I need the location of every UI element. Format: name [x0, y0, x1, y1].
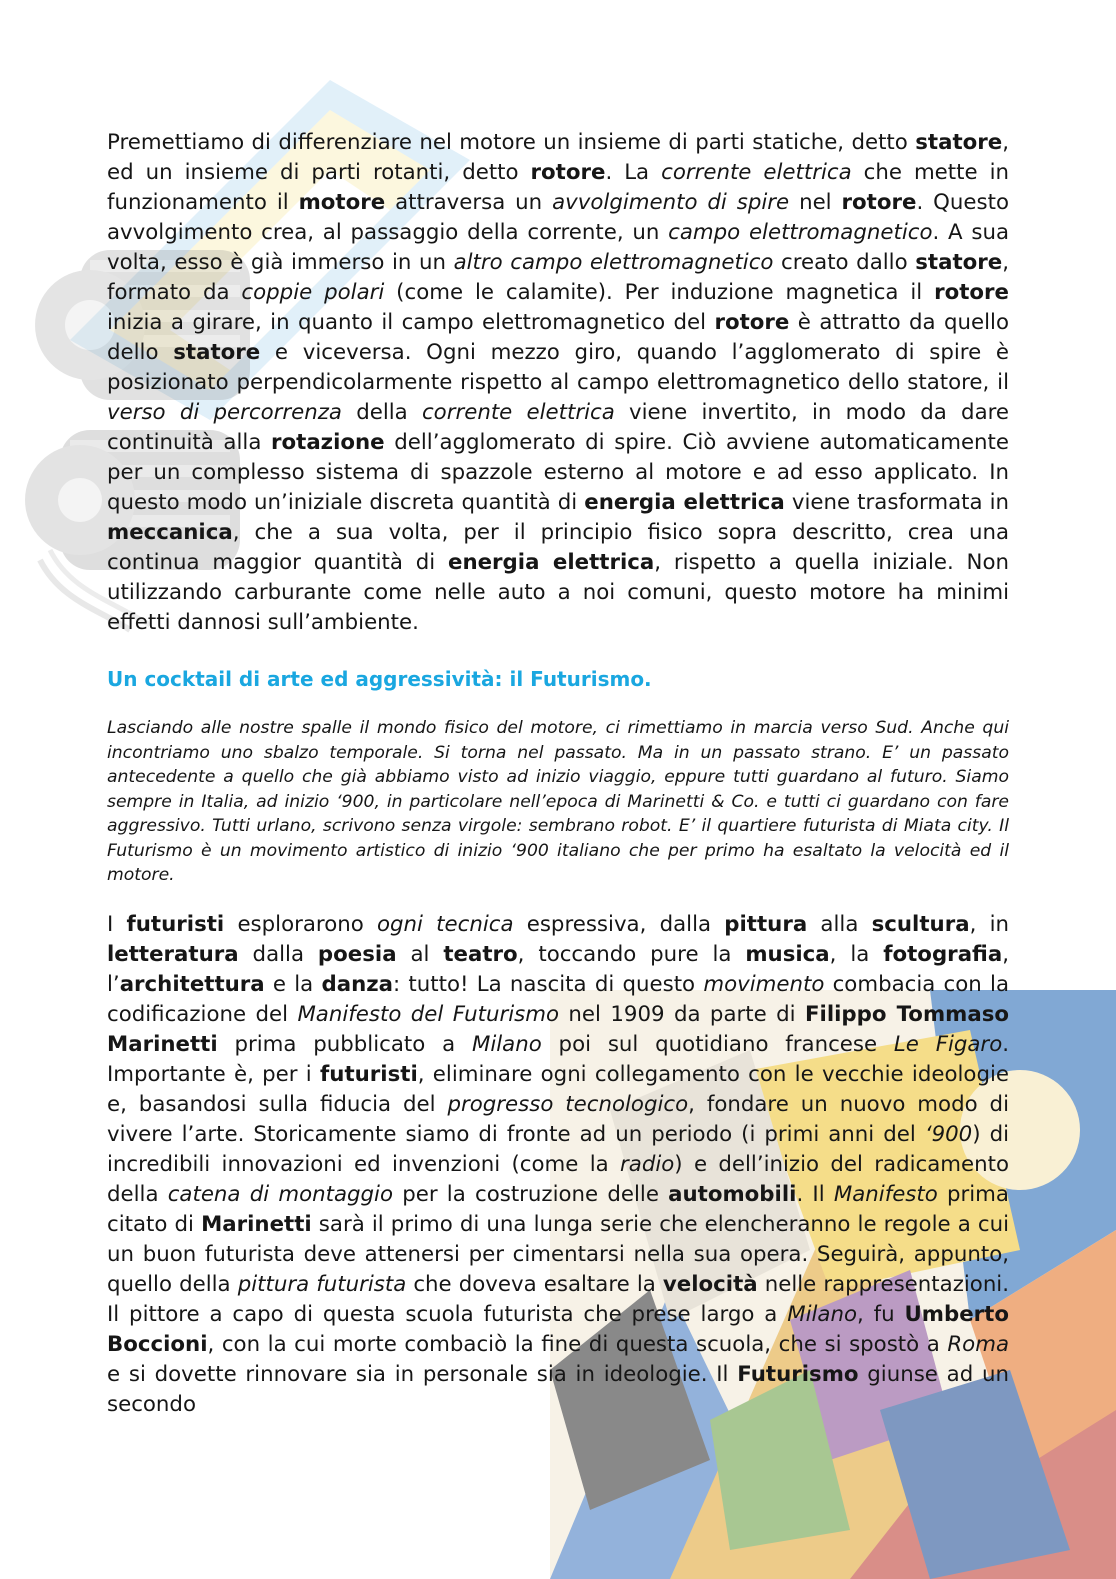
text-run: . La — [605, 160, 662, 185]
bold-term: automobili — [668, 1181, 797, 1207]
bold-term: Umberto Boccioni — [107, 1301, 1009, 1357]
italic-term: avvolgimento di spire — [552, 190, 790, 215]
text-run: . A sua volta, esso è già immerso in un — [107, 220, 1009, 275]
italic-term: Milano — [471, 1031, 542, 1057]
text-run: inizia a girare, in quanto il campo elettromagnetico del — [107, 310, 715, 335]
text-run: , formato da — [107, 250, 1009, 305]
text-run: ) di incredibili innovazioni ed invenzioni (come la — [107, 1121, 1010, 1177]
text-run: al — [396, 941, 444, 967]
text-run: nelle rappresentazioni. Il pittore a capo di questa scuola futurista che prese largo a — [107, 1271, 1009, 1327]
text-run: e viceversa. Ogni mezzo giro, quando l’agglomerato di spire è posizionato perpendicolarmente rispetto al campo elettromagnetico dello statore, il — [107, 340, 1009, 395]
text-run: , la — [829, 941, 884, 967]
bold-term: Filippo Tommaso Marinetti — [107, 1001, 1010, 1057]
text-run: prima citato di — [107, 1181, 1009, 1237]
bold-term: pittura — [724, 911, 808, 937]
italic-term: corrente elettrica — [661, 160, 852, 185]
bold-term: velocità — [662, 1271, 758, 1297]
italic-term: Roma — [947, 1331, 1009, 1357]
bold-term: teatro — [443, 941, 518, 967]
bold-term: futuristi — [126, 911, 225, 937]
bold-term: architettura — [119, 971, 265, 997]
text-run: nel 1909 da parte di — [559, 1001, 805, 1027]
italic-term: altro campo elettromagnetico — [453, 250, 774, 275]
section-heading: Un cocktail di arte ed aggressività: il Futurismo. — [107, 667, 652, 691]
text-run: , l’ — [107, 941, 1009, 997]
bold-term: rotore — [841, 190, 917, 215]
italic-term: catena di montaggio — [167, 1181, 393, 1207]
italic-term: ogni tecnica — [376, 911, 514, 937]
italic-term: Manifesto del Futurismo — [297, 1001, 559, 1027]
italic-term: corrente elettrica — [421, 400, 615, 425]
bold-term: danza — [321, 971, 393, 997]
bold-term: statore — [915, 130, 1003, 155]
bold-term: Marinetti — [201, 1211, 312, 1237]
text-run: , rispetto a quella iniziale. Non utilizzando carburante come nelle auto a noi comuni, questo motore ha minimi effetti dannosi sull’ambiente. — [107, 550, 1009, 635]
bold-term: rotore — [934, 280, 1009, 305]
text-run: : tutto! La nascita di questo — [393, 971, 704, 997]
document-page — [107, 128, 1009, 1420]
bold-term: meccanica — [107, 520, 233, 545]
text-run: prima pubblicato a — [217, 1031, 472, 1057]
bold-term: statore — [915, 250, 1003, 275]
text-run: viene invertito, in modo da dare continuità alla — [107, 400, 1010, 455]
text-run: . Questo avvolgimento crea, al passaggio della corrente, un — [107, 190, 1009, 245]
italic-term: ‘900 — [924, 1121, 973, 1147]
text-run: e la — [264, 971, 322, 997]
italic-term: coppie polari — [241, 280, 385, 305]
italic-term: pittura futurista — [237, 1271, 407, 1297]
text-run: , con la cui morte combaciò la fine di questa scuola, che si spostò a — [207, 1331, 948, 1357]
bold-term: poesia — [317, 941, 397, 967]
text-run: , fondare un nuovo modo di vivere l’arte. Storicamente siamo di fronte ad un periodo (i primi anni del — [107, 1091, 1009, 1147]
text-run: alla — [807, 911, 872, 937]
bold-term: Futurismo — [737, 1361, 859, 1387]
bold-term: musica — [745, 941, 830, 967]
text-run: esplorarono — [224, 911, 377, 937]
italic-term: Milano — [787, 1301, 857, 1327]
italic-term: progresso tecnologico — [447, 1091, 689, 1117]
text-run: viene trasformata in — [784, 490, 1010, 515]
text-run: (come le calamite). Per induzione magnetica il — [384, 280, 935, 305]
text-run: combacia con la codificazione del — [107, 971, 1009, 1027]
bold-term: scultura — [871, 911, 970, 937]
text-run: I — [107, 911, 127, 937]
italic-term: radio — [620, 1151, 675, 1177]
text-run: sarà il primo di una lunga serie che elencheranno le regole a cui un buon futurista deve attenersi per cimentarsi nella sua opera. Seguirà, appunto, quello della — [107, 1211, 1009, 1297]
text-run: , ed un insieme di parti rotanti, detto — [107, 130, 1009, 185]
text-run: dell’agglomerato di spire. Ciò avviene automaticamente per un complesso sistema di spazzole esterno al motore e ad esso applicato. In questo modo un’iniziale discreta quantità di — [107, 430, 1009, 515]
bold-term: rotore — [714, 310, 790, 335]
text-run: , in — [969, 911, 1009, 937]
text-run: , fu — [857, 1301, 905, 1327]
italic-term: verso di percorrenza — [107, 400, 342, 425]
text-run: attraversa un — [385, 190, 553, 215]
text-run: che doveva esaltare la — [406, 1271, 663, 1297]
text-run: per la costruzione delle — [393, 1181, 669, 1207]
text-run: dalla — [238, 941, 318, 967]
bold-term: energia elettrica — [584, 490, 785, 515]
italic-term: movimento — [703, 971, 825, 997]
text-run: . Il — [796, 1181, 834, 1207]
text-run: è attratto da quello dello — [107, 310, 1009, 365]
text-run: , eliminare ogni collegamento con le vecchie ideologie e, basandosi sulla fiducia del — [107, 1061, 1009, 1117]
bold-term: energia elettrica — [448, 550, 655, 575]
paragraph-motor-description — [107, 128, 1009, 638]
text-run: , toccando pure la — [517, 941, 746, 967]
bold-term: rotore — [530, 160, 606, 185]
italic-term: Manifesto — [833, 1181, 938, 1207]
text-run: . Importante è, per i — [107, 1031, 1010, 1087]
text-run: , che a sua volta, per il principio fisico sopra descritto, crea una continua maggior quantità di — [107, 520, 1009, 575]
text-run: poi sul quotidiano francese — [541, 1031, 894, 1057]
text-run: nel — [789, 190, 842, 215]
text-run: Premettiamo di differenziare nel motore un insieme di parti statiche, detto — [107, 130, 916, 155]
text-run: e si dovette rinnovare sia in personale sia in ideologie. Il — [107, 1361, 738, 1387]
paragraph-futurism — [107, 910, 1009, 1420]
bold-term: motore — [298, 190, 386, 215]
text-run: che mette in funzionamento il — [107, 160, 1009, 215]
text-run: della — [341, 400, 422, 425]
bold-term: letteratura — [107, 941, 239, 967]
bold-term: statore — [173, 340, 261, 365]
bold-term: fotografia — [883, 941, 1003, 967]
bold-term: rotazione — [271, 430, 385, 455]
bold-term: futuristi — [320, 1061, 418, 1087]
text-run: creato dallo — [773, 250, 916, 275]
text-run: giunse ad un secondo — [107, 1361, 1009, 1417]
text-run: espressiva, dalla — [513, 911, 725, 937]
narrative-quote: Lasciando alle nostre spalle il mondo fisico del motore, ci rimettiamo in marcia verso Sud. Anche qui incontriamo uno sbalzo temporale. Si torna nel passato. Ma in un passato strano. E’ un passato antecedente a quello che già abbiamo visto ad inizio viaggio, eppure tutti guardano al futuro. Siamo sempre in Italia, ad inizio ‘900, in particolare nell’epoca di Marinetti & Co. e tutti ci guardano con fare aggressivo. Tutti urlano, scrivono senza virgole: sembrano robot. E’ il quartiere futurista di Miata city. Il Futurismo è un movimento artistico di inizio ‘900 italiano che per primo ha esaltato la velocità ed il motore. — [107, 718, 1009, 885]
text-run: ) e dell’inizio del radicamento della — [107, 1151, 1009, 1207]
italic-term: campo elettromagnetico — [668, 220, 933, 245]
italic-term: Le Figaro — [893, 1031, 1003, 1057]
